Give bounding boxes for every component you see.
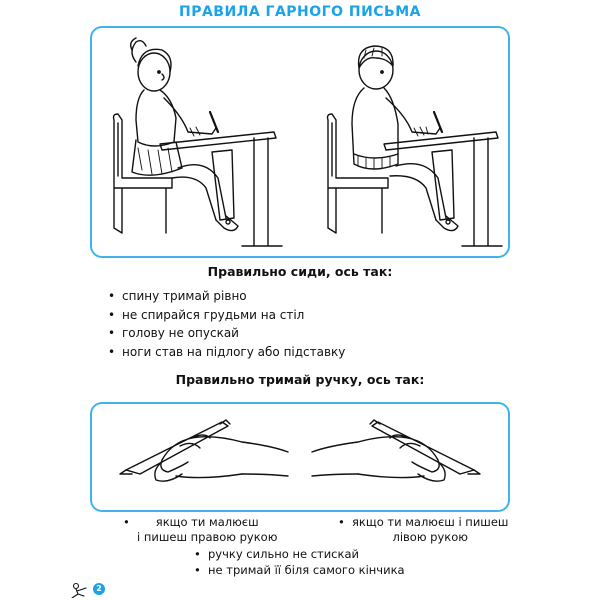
list-item: • голову не опускай	[108, 324, 345, 343]
bullet: •	[194, 547, 201, 561]
left-hand-note	[338, 515, 509, 545]
left-hand-illustration	[312, 420, 480, 481]
girl-at-desk-illustration	[114, 38, 283, 246]
grip-note-text: ручку сильно не стискай	[208, 547, 359, 561]
bullet: •	[338, 515, 345, 529]
pen-grip-illustration-frame	[90, 402, 510, 512]
left-hand-note-line2: лівою рукою	[392, 530, 468, 544]
right-hand-note	[123, 515, 278, 545]
right-hand-note-line1: якщо ти малюєш	[155, 515, 259, 529]
right-hand-note-line2: і пишеш правою рукою	[137, 530, 278, 544]
grip-note	[194, 547, 359, 562]
posture-illustration-frame	[90, 26, 510, 258]
page-number: 2	[93, 583, 105, 595]
tip-note	[194, 563, 405, 578]
pen-grip-illustration	[92, 404, 508, 510]
pen-heading: Правильно тримай ручку, ось так:	[175, 372, 425, 387]
list-item: • не спирайся грудьми на стіл	[108, 306, 345, 325]
sitting-heading: Правильно сиди, ось так:	[207, 264, 393, 279]
bullet: •	[123, 515, 130, 529]
sitting-rules-list	[108, 287, 345, 361]
left-hand-note-line1: якщо ти малюєш і пишеш	[352, 515, 509, 529]
boy-at-desk-illustration	[328, 46, 503, 246]
tip-note-text: не тримай її біля самого кінчика	[208, 563, 405, 577]
list-item: • спину тримай рівно	[108, 287, 345, 306]
list-item: • ноги став на підлогу або підставку	[108, 343, 345, 362]
page-title: ПРАВИЛА ГАРНОГО ПИСЬМА	[178, 4, 421, 20]
posture-illustration	[92, 28, 508, 256]
right-hand-illustration	[120, 420, 288, 481]
bullet: •	[194, 563, 201, 577]
